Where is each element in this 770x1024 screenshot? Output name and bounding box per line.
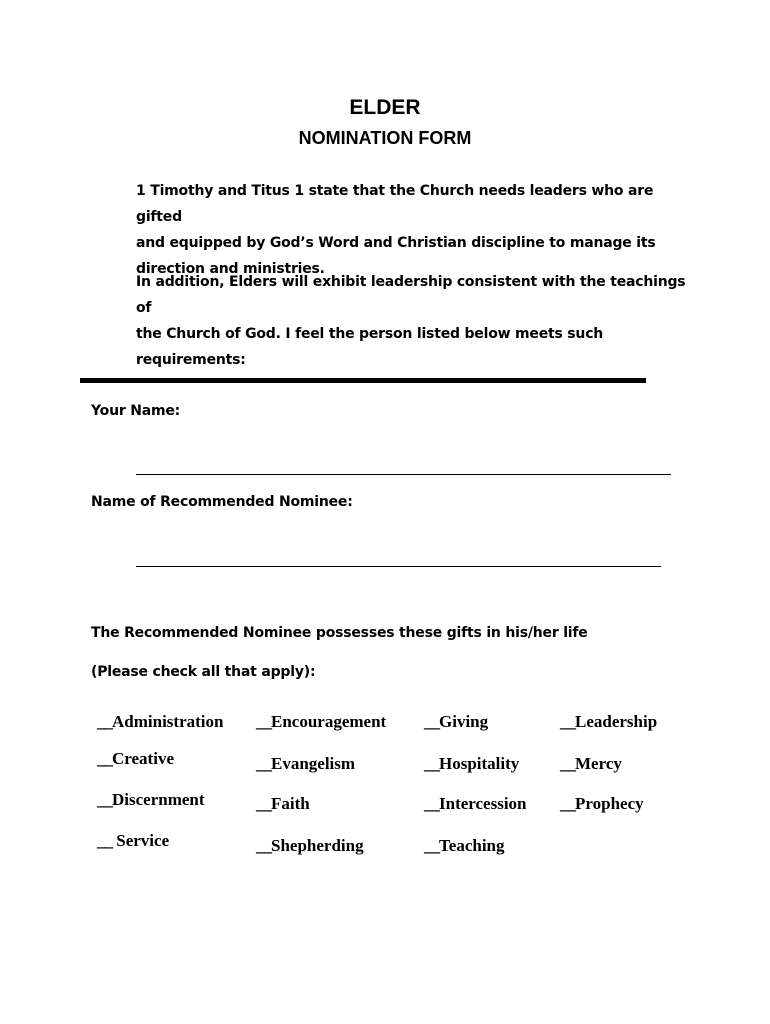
checkbox-blank: __ <box>560 712 575 731</box>
gift-option[interactable] <box>424 836 505 856</box>
gift-option[interactable] <box>256 712 386 732</box>
intro-paragraph-1 <box>136 178 696 282</box>
gift-label: Intercession <box>439 794 527 813</box>
form-subtitle: NOMINATION FORM <box>298 128 472 148</box>
checkbox-blank: __ <box>256 836 271 855</box>
gift-label: Hospitality <box>439 754 520 773</box>
nominee-name-field[interactable] <box>136 566 661 567</box>
gifts-intro-text: The Recommended Nominee possesses these gifts in his/her life <box>91 625 588 641</box>
intro-paragraph-2-line: the Church of God. I feel the person listed below meets such <box>136 326 604 342</box>
gift-option[interactable] <box>560 794 644 814</box>
gift-option[interactable] <box>97 831 169 851</box>
form-title: ELDER <box>349 96 421 119</box>
gift-label: Leadership <box>575 712 658 731</box>
checkbox-blank: __ <box>424 794 439 813</box>
gift-option[interactable] <box>424 754 519 774</box>
checkbox-blank: __ <box>560 754 575 773</box>
checkbox-blank: __ <box>424 754 439 773</box>
gift-option[interactable] <box>256 754 355 774</box>
gift-option[interactable] <box>560 754 622 774</box>
your-name-label: Your Name: <box>91 403 181 419</box>
gift-label: Teaching <box>439 836 505 855</box>
checkbox-blank: __ <box>560 794 575 813</box>
gift-option[interactable] <box>256 794 310 814</box>
checkbox-blank: __ <box>424 712 439 731</box>
checkbox-blank: __ <box>424 836 439 855</box>
checkbox-blank: __ <box>256 712 271 731</box>
check-instruction: (Please check all that apply): <box>91 664 316 680</box>
your-name-field[interactable] <box>136 474 671 475</box>
gift-label: Service <box>116 831 170 850</box>
checkbox-blank: __ <box>97 831 112 850</box>
gift-option[interactable] <box>256 836 364 856</box>
gift-option[interactable] <box>97 712 223 732</box>
gift-option[interactable] <box>560 712 657 732</box>
gift-label: Evangelism <box>271 754 356 773</box>
section-divider <box>80 378 646 383</box>
gift-label: Mercy <box>575 754 622 773</box>
gift-option[interactable] <box>97 749 174 769</box>
intro-paragraph-2 <box>136 269 696 373</box>
checkbox-blank: __ <box>256 754 271 773</box>
gift-label: Shepherding <box>271 836 364 855</box>
gift-label: Prophecy <box>575 794 644 813</box>
intro-paragraph-1-line: 1 Timothy and Titus 1 state that the Church needs leaders who are gifted <box>136 183 654 225</box>
intro-paragraph-1-line: direction and ministries. <box>136 261 325 277</box>
gift-option[interactable] <box>424 794 527 814</box>
nominee-name-label: Name of Recommended Nominee: <box>91 494 353 510</box>
intro-paragraph-1-line: and equipped by God’s Word and Christian discipline to manage its <box>136 235 656 251</box>
checkbox-blank: __ <box>256 794 271 813</box>
checkbox-blank: __ <box>97 790 112 809</box>
checkbox-blank: __ <box>97 712 112 731</box>
gift-option[interactable] <box>97 790 205 810</box>
checkbox-blank: __ <box>97 749 112 768</box>
gift-label: Creative <box>112 749 174 768</box>
gift-label: Administration <box>112 712 224 731</box>
gift-option[interactable] <box>424 712 488 732</box>
gift-label: Faith <box>271 794 310 813</box>
gift-label: Discernment <box>112 790 205 809</box>
gift-label: Encouragement <box>271 712 387 731</box>
intro-paragraph-2-line: In addition, Elders will exhibit leadership consistent with the teachings of <box>136 274 686 316</box>
intro-paragraph-2-line: requirements: <box>136 352 246 368</box>
gift-label: Giving <box>439 712 489 731</box>
